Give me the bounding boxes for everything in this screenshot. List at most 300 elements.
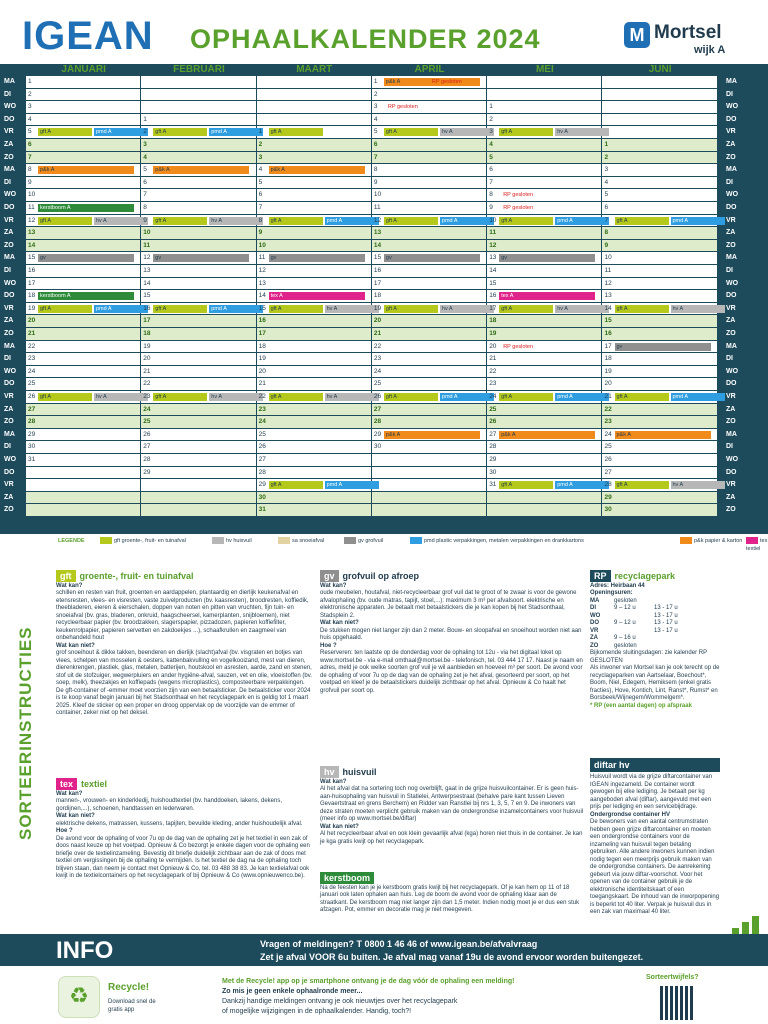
day-number: 1 — [373, 78, 378, 85]
day-number: 9 — [604, 241, 609, 249]
day-cell — [141, 391, 256, 403]
day-cell — [487, 504, 602, 516]
day-cell — [487, 278, 602, 290]
day-cell — [26, 202, 141, 214]
day-label: MA — [726, 78, 737, 85]
day-label: WO — [4, 191, 17, 199]
day-label: DI — [726, 267, 733, 274]
day-label: ZA — [726, 141, 736, 148]
info-line-1: Vragen of meldingen? T 0800 1 46 46 of www.igean.be/afvalvraag — [260, 939, 538, 949]
day-cell — [487, 101, 602, 113]
day-number: 7 — [489, 178, 493, 186]
day-label: ZA — [4, 141, 14, 148]
day-number: 29 — [373, 430, 382, 438]
qr-label: Sorteertwijfels? — [646, 974, 699, 981]
day-number: 27 — [373, 405, 382, 413]
day-number: 28 — [373, 418, 382, 426]
day-label: MA — [4, 166, 15, 174]
day-number: 30 — [258, 493, 266, 501]
day-number: 25 — [28, 380, 36, 388]
day-cell — [372, 114, 487, 126]
day-cell — [26, 391, 141, 403]
day-cell — [603, 126, 718, 138]
kerst-badge: kerstboom — [320, 872, 374, 884]
day-cell — [372, 76, 487, 88]
legend-swatch — [344, 537, 356, 544]
tex-hoe-text: De avond voor de ophaling of voor 7u op de dag van de ophaling zet je het textiel in een zak of doos naast keuze op het voetpad. Opnieuw & Co bezorgt je enkele dagen voor de ophaling een briefje over de textielinzameling. Bevestig dit briefje duidelijk zichtbaar aan de zak of doos met textiel om vergissingen bij de ophaling te vermijden. Is het textiel de dag na de ophaling toch blijven staan, dan neem je contact met Opnieuw & Co, tel. 03 488 38 83. Je kan textielafval ook kwijt in de textielcontainers op het recyclagepark of bij Opnieuw & Co (www.opnieuwenco.be). — [56, 835, 310, 879]
day-cell — [372, 278, 487, 290]
day-cell — [487, 164, 602, 176]
day-number: 2 — [28, 90, 32, 98]
day-number: 22 — [373, 342, 382, 350]
rp-hours-cell: 9 – 12 u — [614, 620, 636, 626]
day-cell — [257, 492, 372, 504]
day-cell — [372, 177, 487, 189]
day-number: 31 — [489, 481, 497, 489]
day-number: 6 — [258, 191, 263, 199]
day-label: MA — [726, 342, 737, 350]
day-cell — [487, 189, 602, 201]
calendar-row — [26, 265, 718, 277]
collection-tag-pmd: pmd A — [440, 393, 494, 401]
day-cell — [26, 504, 141, 516]
day-number: 1 — [143, 115, 147, 123]
day-cell — [257, 278, 372, 290]
day-label: ZA — [4, 405, 14, 413]
calendar-row — [26, 479, 718, 491]
day-label: WO — [726, 279, 739, 287]
day-label: VR — [4, 304, 14, 312]
day-cell — [603, 139, 718, 151]
day-number: 5 — [258, 178, 263, 186]
day-number: 29 — [28, 430, 36, 438]
collection-tag-hv: hv A — [671, 305, 725, 313]
day-cell — [26, 492, 141, 504]
day-label: DO — [726, 380, 737, 388]
day-cell — [257, 328, 372, 340]
day-cell — [257, 227, 372, 239]
day-number: 7 — [28, 153, 32, 161]
day-label: ZA — [726, 493, 736, 501]
legend-label: hv huisvuil — [226, 538, 252, 544]
town-name: Mortsel — [654, 22, 722, 43]
day-cell — [257, 152, 372, 164]
day-cell — [26, 139, 141, 151]
calendar-row — [26, 252, 718, 264]
day-cell — [487, 202, 602, 214]
day-number: 24 — [489, 393, 497, 400]
day-cell — [26, 114, 141, 126]
rp-closed-note: RP gesloten — [387, 104, 418, 111]
rp-hours-cell — [654, 598, 694, 606]
collection-tag-gft: gft A — [38, 305, 92, 313]
day-cell — [26, 353, 141, 365]
legend-label: pmd plastic verpakkingen, metalen verpakkingen en drankkartons — [424, 538, 584, 544]
footer-line-2: Zo mis je geen enkele ophaalronde meer... — [222, 988, 363, 995]
day-number: 28 — [489, 443, 497, 451]
day-label: DO — [726, 468, 737, 476]
day-number: 18 — [604, 355, 612, 363]
day-number: 20 — [28, 317, 36, 325]
day-number: 10 — [28, 191, 36, 199]
day-label: WO — [726, 456, 739, 463]
collection-tag-hv: hv A — [325, 393, 379, 401]
day-number: 15 — [373, 254, 382, 262]
day-label: VR — [726, 128, 736, 136]
day-cell — [141, 126, 256, 138]
month-juni: JUNI — [648, 64, 672, 75]
day-cell — [603, 404, 718, 416]
calendar-row — [26, 278, 718, 290]
day-cell — [257, 202, 372, 214]
day-number: 8 — [373, 166, 378, 174]
day-cell — [372, 378, 487, 390]
day-number: 17 — [143, 317, 151, 325]
day-cell — [603, 101, 718, 113]
day-cell — [257, 341, 372, 353]
legend-swatch — [746, 537, 758, 544]
hv-section — [320, 766, 584, 846]
legend-item-tex — [746, 537, 768, 552]
day-cell — [487, 328, 602, 340]
day-label: VR — [4, 216, 14, 224]
day-cell — [141, 164, 256, 176]
day-number: 15 — [489, 279, 497, 287]
day-number: 8 — [258, 216, 263, 224]
app-sub: Download snel de gratis app — [108, 999, 156, 1013]
day-cell — [26, 152, 141, 164]
collection-tag-pmd: pmd A — [94, 128, 148, 136]
day-number: 24 — [604, 430, 612, 438]
day-cell — [603, 252, 718, 264]
tex-niet-text: elektrische dekens, matrassen, kussens, tapijten, bevuilde kleding, ander huishoudelijk afval. — [56, 820, 303, 827]
day-number: 13 — [489, 254, 497, 262]
collection-tag-gft: gft A — [499, 217, 553, 225]
gv-kan-text: oude meubelen, houtafval, niet-recycleerbaar grof vuil dat te groot of te zwaar is voor de gewone afvalophaling (bv. oude matras, tapijt, stoel,...): maximum 3 m³ per afvalsoort. elektrische en elektronische apparaten. Je betaalt met betaalstickers die je kan kopen bij het Stadsonthaal, Stadsplein 2. — [320, 590, 577, 619]
day-number: 16 — [489, 292, 497, 300]
day-number: 23 — [373, 355, 382, 363]
collection-tag-pmd: pmd A — [555, 217, 609, 225]
day-label: DI — [726, 90, 733, 98]
day-label: ZA — [726, 229, 736, 237]
day-number: 5 — [143, 166, 147, 174]
collection-tag-pmd: pmd A — [555, 481, 609, 489]
calendar-row — [26, 152, 718, 164]
collection-tag-hv: hv A — [671, 481, 725, 489]
day-number: 19 — [489, 330, 497, 337]
day-number: 15 — [143, 292, 151, 300]
day-number: 25 — [604, 443, 612, 451]
day-label: VR — [726, 304, 736, 312]
day-number: 30 — [28, 443, 36, 451]
day-label: ZA — [726, 405, 736, 413]
day-number: 10 — [143, 229, 151, 237]
day-cell — [141, 378, 256, 390]
rp-address: Adres: Heirbaan 44 — [590, 582, 645, 589]
day-number: 23 — [258, 405, 266, 413]
calendar-row — [26, 290, 718, 302]
day-cell — [257, 240, 372, 252]
day-number: 2 — [143, 128, 147, 136]
calendar-row — [26, 328, 718, 340]
day-label: DO — [726, 115, 737, 123]
collection-tag-gft: gft A — [615, 481, 669, 489]
hv-kan-text: Al het afval dat na sortering toch nog overblijft, gaat in de grijze huisvuilcontainer. Er is geen huis-aan-huisophaling van huisvuil in Statielei, Antwerpsestraat (behalve pare kant tussen Lieven Gevaertstraat en grens Berchem) en Ridder van Ranstlei bij nrs 1, 3, 5, 7 en 9. De inwoners van deze straten moeten verplicht gebruik maken van de ondergrondse inzamelcontainers voor huisvuil (meer info op www.mortsel.be/diftar) — [320, 786, 584, 822]
day-cell — [603, 366, 718, 378]
day-cell — [603, 315, 718, 327]
rp-hours-cell: MA — [590, 597, 600, 604]
rp-hours-cell: 13 - 17 u — [654, 605, 678, 611]
day-cell — [257, 189, 372, 201]
day-number: 9 — [143, 216, 147, 224]
day-label: WO — [4, 367, 17, 375]
legend-swatch — [100, 537, 112, 544]
day-number: 18 — [143, 330, 151, 337]
day-number: 11 — [28, 204, 35, 211]
day-label: ZO — [4, 418, 14, 426]
calendar-row — [26, 189, 718, 201]
day-label: VR — [4, 481, 14, 489]
collection-tag-gft: gft A — [153, 305, 207, 313]
calendar — [0, 64, 768, 534]
day-label: DI — [4, 355, 11, 363]
qr-code-icon[interactable] — [660, 986, 694, 1020]
gv-title: grofvuil op afroep — [342, 571, 420, 581]
day-cell — [257, 378, 372, 390]
day-number: 18 — [373, 292, 382, 300]
day-number: 23 — [28, 355, 36, 363]
page-title: OPHAALKALENDER 2024 — [190, 24, 541, 54]
day-number: 9 — [258, 229, 263, 237]
day-label: ZO — [726, 330, 736, 337]
day-cell — [603, 467, 718, 479]
gv-wat-kan: Wat kan? — [320, 582, 347, 589]
day-cell — [141, 404, 256, 416]
diftar-sub: Ondergrondse container HV — [590, 811, 671, 818]
day-number: 4 — [604, 178, 609, 186]
rp-hours-cell: ZA — [590, 635, 598, 641]
day-number: 13 — [28, 229, 36, 237]
day-cell — [487, 366, 602, 378]
day-number: 22 — [489, 367, 497, 375]
day-number: 17 — [604, 342, 612, 350]
day-number: 29 — [489, 456, 497, 463]
rp-section — [590, 570, 720, 710]
day-number: 27 — [258, 456, 266, 463]
day-cell — [487, 341, 602, 353]
collection-tag-hv: hv A — [325, 305, 379, 313]
collection-tag-pk: p&k A — [615, 431, 711, 439]
day-cell — [26, 416, 141, 428]
legend-item-pmd — [410, 537, 584, 545]
collection-tag-pmd: pmd A — [94, 305, 148, 313]
day-number: 29 — [143, 468, 151, 476]
day-cell — [141, 416, 256, 428]
gv-wat-niet: Wat kan niet? — [320, 620, 359, 626]
day-cell — [141, 215, 256, 227]
day-number: 24 — [258, 418, 266, 426]
day-number: 7 — [143, 191, 147, 199]
collection-tag-hv: hv A — [440, 128, 494, 136]
gft-kan-text: schillen en resten van fruit, groenten en aardappelen, plantaardig en dierlijk keukenafval en etensresten, vlees- en visresten, vaste zuivelproducten (bv. kaasresten), broodresten, koffiedik, theebladeren, eieren & eierschalen, doppen van noten en pitten van vruchten, fijn tuin- en snoeiafval (bv. gras, bladeren, onkruid, haagscheersel, kamerplanten, snijbloemen), niet recycleerbaar papier (bv. broodzakken, slagerspapier, pizzadozen, papieren koffiefilter, keukenrolpapier, papieren servetten en zakdoekjes ...), schaafkrullen en zaagmeel van onbehandeld hout — [56, 590, 309, 641]
day-cell — [603, 391, 718, 403]
day-number: 3 — [489, 128, 493, 136]
day-number: 27 — [604, 468, 612, 476]
day-number: 28 — [143, 456, 151, 463]
day-number: 3 — [258, 153, 263, 161]
mortsel-logo-icon: M — [624, 22, 650, 48]
rp-closed-note: RP gesloten — [503, 343, 534, 350]
day-number: 27 — [143, 443, 151, 451]
day-label: DI — [4, 267, 11, 274]
day-number: 29 — [258, 481, 266, 489]
day-cell — [603, 177, 718, 189]
calendar-row — [26, 227, 718, 239]
day-cell — [257, 265, 372, 277]
legend-swatch — [410, 537, 422, 544]
day-number: 29 — [604, 493, 612, 501]
day-cell — [257, 89, 372, 101]
day-label: MA — [4, 254, 15, 262]
rp-extra: Als inwoner van Mortsel kan je ook terecht op de recyclageparken van Aartselaar, Boechout*, Boom, Niel, Edegem, Hemiksem (enkel gratis fracties), Hove, Kontich, Lint, Ranst*, Rumst* en Borsbeek/Wijnegem/Wommelgem*. — [590, 665, 720, 701]
day-number: 11 — [373, 204, 381, 211]
day-cell — [487, 378, 602, 390]
day-label: ZO — [4, 153, 14, 161]
day-cell — [141, 76, 256, 88]
info-bar — [0, 934, 768, 966]
day-cell — [141, 290, 256, 302]
day-number: 27 — [28, 405, 36, 413]
day-cell — [603, 164, 718, 176]
day-number: 19 — [28, 304, 36, 312]
collection-tag-pk: p&k A — [384, 78, 480, 86]
day-cell — [372, 265, 487, 277]
day-number: 22 — [28, 342, 36, 350]
collection-tag-gft: gft A — [38, 217, 92, 225]
day-cell — [372, 227, 487, 239]
day-number: 11 — [143, 241, 151, 249]
rp-hours-cell — [614, 628, 654, 636]
collection-tag-gft: gft A — [153, 217, 207, 225]
rp-hours-row — [590, 643, 720, 651]
day-number: 17 — [489, 304, 497, 312]
kerst-section — [320, 872, 584, 915]
day-number: 16 — [258, 317, 266, 325]
collection-tag-pk: p&k A — [384, 431, 480, 439]
tex-section — [56, 778, 316, 881]
legend-label: sa snoeiafval — [292, 538, 325, 544]
day-cell — [141, 89, 256, 101]
day-cell — [257, 504, 372, 516]
day-label: DI — [726, 355, 733, 363]
day-number: 3 — [373, 103, 378, 111]
gft-wat-niet: Wat kan niet? — [56, 642, 95, 649]
month-januari: JANUARI — [61, 64, 106, 75]
day-cell — [26, 366, 141, 378]
day-cell — [257, 126, 372, 138]
day-cell — [257, 429, 372, 441]
day-label: WO — [726, 191, 739, 199]
day-number: 5 — [373, 128, 378, 136]
gft-niet-text: grof snoeihout & dikke takken, beenderen en dierlijk (slacht)afval (bv. visgraten en botjes van vlees, schelpen van mosselen & oesters, kattenbakvulling en vogelkooizand, mest van dieren, dierenkrengen, plastiek, glas, metalen, batterijen, houtskool en asresten, aarde, zand en stenen, stof uit de stofzuiger, wegwerpluiers en ander hygiëne-afval, sauzen, vet en olie, vloeistoffen (bv. soep, melk), theezakjes en koffiepads (wegens microplastics), composteerbare verpakkingen. — [56, 650, 312, 686]
gv-niet-text: De stukken mogen niet langer zijn dan 2 meter. Bouw- en sloopafval en snoeihout worden niet aan huis opgehaald. — [320, 627, 582, 641]
day-number: 11 — [489, 229, 497, 237]
day-cell — [257, 479, 372, 491]
day-cell — [487, 467, 602, 479]
calendar-row — [26, 454, 718, 466]
day-cell — [26, 290, 141, 302]
gv-hoe-text: Reserveren: ten laatste op de donderdag voor de ophaling tot 12u - via het digitaal loket op www.mortsel.be - via e-mail omthaal@mortsel.be - telefonisch, tel. 03 444 17 17. Naast je naam en adres, meld je ook welke soorten grof vuil je wil aanbieden en hoeveel m³ per soort. De avond voor de ophaling of voor 7u op de dag van de ophaling zet je het afval, gesorteerd per soort, op het voetpad en kleef je de betaalstickers duidelijk zichtbaar op het afval. Opnieuw & Co haalt het grofvuil per soort op. — [320, 650, 583, 694]
collection-tag-gft: gft A — [384, 128, 438, 136]
day-cell — [141, 479, 256, 491]
legend-title: LEGENDE — [58, 538, 85, 544]
legend-label: p&k papier & karton — [694, 538, 743, 544]
day-cell — [372, 504, 487, 516]
day-cell — [603, 76, 718, 88]
collection-tag-gft: gft A — [499, 128, 553, 136]
day-cell — [372, 215, 487, 227]
rp-hours-cell: ZO — [590, 642, 599, 649]
day-number: 19 — [143, 342, 151, 350]
day-cell — [141, 504, 256, 516]
day-cell — [372, 353, 487, 365]
day-cell — [141, 341, 256, 353]
recycle-app-icon[interactable]: ♻ — [58, 976, 100, 1018]
day-number: 17 — [373, 279, 382, 287]
header — [0, 0, 768, 62]
collection-tag-pmd: pmd A — [671, 217, 725, 225]
rp-hours-cell: gesloten — [614, 642, 637, 649]
calendar-row — [26, 391, 718, 403]
tex-kan-text: mannen-, vrouwen- en kinderkledij, huishoudtextiel (bv. handdoeken, lakens, dekens, gordijnen,...), schoenen, handtassen en lederwaren. — [56, 798, 283, 812]
day-number: 6 — [489, 166, 493, 174]
day-number: 8 — [28, 166, 32, 174]
day-number: 14 — [28, 241, 36, 249]
day-number: 26 — [489, 418, 497, 426]
rp-hours-row — [590, 605, 720, 613]
day-cell — [487, 441, 602, 453]
day-number: 10 — [604, 254, 612, 262]
day-number: 2 — [604, 153, 609, 161]
day-number: 8 — [143, 204, 147, 211]
day-number: 1 — [258, 128, 263, 136]
day-label: WO — [4, 279, 17, 287]
day-number: 13 — [373, 229, 382, 237]
day-number: 27 — [489, 430, 497, 438]
day-number: 31 — [28, 456, 36, 463]
day-cell — [372, 429, 487, 441]
district-name: wijk A — [694, 44, 726, 56]
legend-swatch — [680, 537, 692, 544]
day-number: 18 — [258, 342, 266, 350]
day-number: 14 — [143, 279, 151, 287]
day-label: VR — [726, 216, 736, 224]
day-cell — [603, 353, 718, 365]
calendar-row — [26, 164, 718, 176]
day-cell — [603, 114, 718, 126]
info-line-2: Zet je afval VOOR 6u buiten. Je afval mag vanaf 19u de avond ervoor worden buitengezet. — [260, 952, 644, 962]
day-number: 6 — [373, 141, 378, 148]
footer-line-4: of mogelijke wijzigingen in de ophaalkalender. Handig, toch?! — [222, 1008, 412, 1015]
day-cell — [141, 467, 256, 479]
day-label: MA — [726, 430, 737, 438]
day-cell — [603, 215, 718, 227]
day-cell — [487, 353, 602, 365]
day-cell — [141, 227, 256, 239]
day-number: 28 — [258, 468, 266, 476]
day-cell — [141, 101, 256, 113]
day-number: 16 — [373, 267, 382, 274]
